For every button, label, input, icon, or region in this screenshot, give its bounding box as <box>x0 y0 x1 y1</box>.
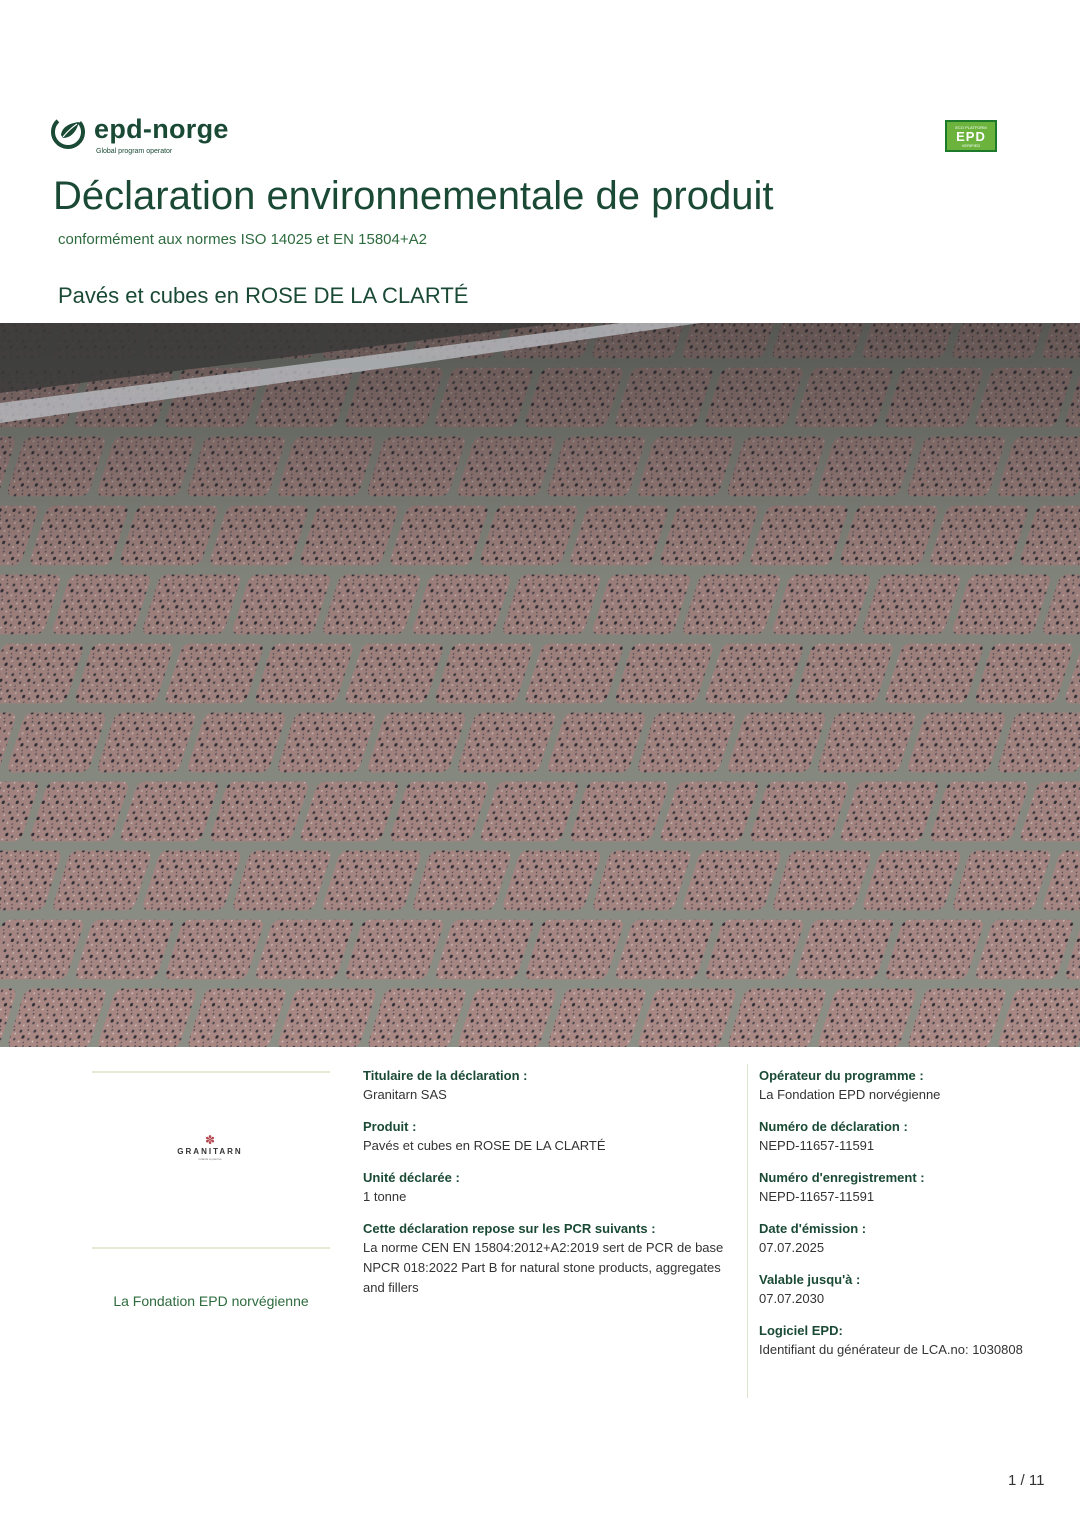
field-label: Numéro de déclaration : <box>759 1119 908 1134</box>
badge-top-text: ECO PLATFORM <box>955 124 987 130</box>
field-value: 1 tonne <box>363 1189 407 1204</box>
field-value: Pavés et cubes en ROSE DE LA CLARTÉ <box>363 1138 606 1153</box>
document-subtitle: conformément aux normes ISO 14025 et EN 15804+A2 <box>58 231 427 248</box>
field-label: Unité déclarée : <box>363 1170 460 1185</box>
badge-main-text: EPD <box>956 128 986 144</box>
granitarn-logo-name: GRANITARN <box>177 1147 243 1156</box>
declaration-details-left <box>363 1066 738 1310</box>
field-value: 07.07.2025 <box>759 1240 825 1255</box>
epd-norge-logo <box>50 112 229 156</box>
logo-tagline: Global program operator <box>96 148 173 155</box>
left-divider-bottom <box>92 1247 330 1249</box>
document-title: Déclaration environnementale de produit <box>53 174 774 218</box>
foundation-name: La Fondation EPD norvégienne <box>113 1293 309 1309</box>
field-issue-date <box>759 1219 1049 1258</box>
field-label: Produit : <box>363 1119 417 1134</box>
field-value: NPCR 018:2022 Part B for natural stone products, aggregates and fillers <box>363 1260 721 1295</box>
product-title: Pavés et cubes en ROSE DE LA CLARTÉ <box>58 283 469 308</box>
logo-name: epd-norge <box>94 114 229 144</box>
badge-bottom-text: VERIFIED <box>961 142 981 148</box>
cover-photo-granite-pavers <box>0 323 1080 1047</box>
granitarn-emblem-icon: ✽ <box>204 1133 216 1147</box>
field-epd-software <box>759 1321 1049 1360</box>
field-declaration-number <box>759 1117 1049 1156</box>
field-label: Cette déclaration repose sur les PCR suivants : <box>363 1221 656 1236</box>
field-holder <box>363 1066 738 1105</box>
page-number: 1 / 11 <box>1008 1472 1045 1489</box>
field-product <box>363 1117 738 1156</box>
granitarn-logo <box>160 1133 260 1161</box>
column-divider <box>747 1064 748 1398</box>
field-label: Titulaire de la déclaration : <box>363 1068 528 1083</box>
field-label: Opérateur du programme : <box>759 1068 924 1083</box>
field-valid-until <box>759 1270 1049 1309</box>
field-label: Date d'émission : <box>759 1221 867 1236</box>
field-label: Valable jusqu'à : <box>759 1272 861 1287</box>
field-value: NEPD-11657-11591 <box>759 1138 875 1153</box>
eco-platform-epd-badge <box>945 120 997 152</box>
field-value: Granitarn SAS <box>363 1087 447 1102</box>
declaration-details-right <box>759 1066 1049 1372</box>
field-value: La Fondation EPD norvégienne <box>759 1087 941 1102</box>
field-value: Identifiant du générateur de LCA.no: 1030808 <box>759 1342 1023 1357</box>
field-value: NEPD-11657-11591 <box>759 1189 875 1204</box>
field-declared-unit <box>363 1168 738 1207</box>
field-pcr <box>363 1219 738 1298</box>
field-value: 07.07.2030 <box>759 1291 825 1306</box>
field-label: Logiciel EPD: <box>759 1323 843 1338</box>
epd-norge-leaf-icon <box>50 114 86 150</box>
field-registration-number <box>759 1168 1049 1207</box>
field-program-operator <box>759 1066 1049 1105</box>
left-divider-top <box>92 1071 330 1073</box>
field-label: Numéro d'enregistrement : <box>759 1170 925 1185</box>
field-value: La norme CEN EN 15804:2012+A2:2019 sert de PCR de base <box>363 1240 724 1255</box>
granitarn-logo-sub: Granits et pierres <box>198 1157 222 1161</box>
